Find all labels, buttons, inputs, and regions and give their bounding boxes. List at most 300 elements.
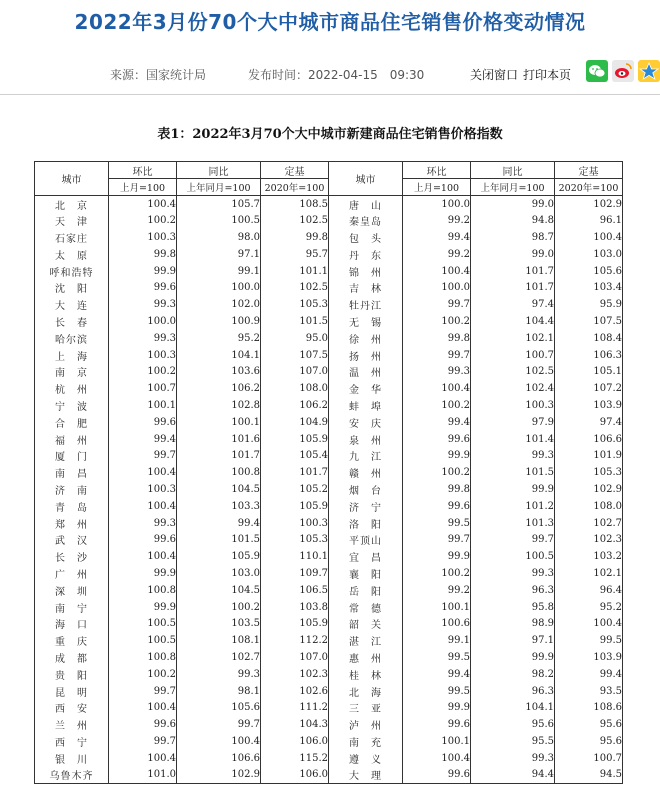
value-cell: 99.3 [109, 296, 177, 313]
table-caption: 表1：2022年3月70个大中城市新建商品住宅销售价格指数 [157, 127, 503, 142]
value-cell: 100.4 [109, 196, 177, 213]
value-cell: 101.1 [261, 263, 329, 280]
value-cell: 99.4 [403, 414, 471, 431]
city-cell: 长 春 [35, 313, 109, 330]
value-cell: 100.5 [109, 632, 177, 649]
value-cell: 94.5 [555, 767, 623, 784]
value-cell: 104.1 [471, 699, 555, 716]
value-cell: 108.4 [555, 330, 623, 347]
value-cell: 102.5 [261, 212, 329, 229]
value-cell: 99.9 [403, 699, 471, 716]
value-cell: 101.6 [177, 431, 261, 448]
close-window-link[interactable]: 关闭窗口 [470, 68, 519, 82]
value-cell: 103.6 [177, 363, 261, 380]
value-cell: 102.3 [555, 531, 623, 548]
value-cell: 103.4 [555, 279, 623, 296]
value-cell: 104.5 [177, 582, 261, 599]
city-cell: 贵 阳 [35, 666, 109, 683]
value-cell: 100.4 [403, 263, 471, 280]
value-cell: 99.4 [403, 229, 471, 246]
city-cell: 大 理 [329, 767, 403, 784]
table-row [35, 313, 623, 330]
value-cell: 99.8 [403, 481, 471, 498]
value-cell: 99.9 [471, 481, 555, 498]
city-cell: 无 锡 [329, 313, 403, 330]
value-cell: 100.2 [109, 212, 177, 229]
value-cell: 102.9 [555, 481, 623, 498]
value-cell: 100.1 [403, 599, 471, 616]
value-cell: 99.3 [109, 330, 177, 347]
value-cell: 99.0 [471, 246, 555, 263]
value-cell: 100.4 [403, 380, 471, 397]
value-cell: 100.4 [403, 750, 471, 767]
value-cell: 99.9 [109, 263, 177, 280]
table-row [35, 363, 623, 380]
table-row [35, 212, 623, 229]
city-cell: 厦 门 [35, 447, 109, 464]
city-cell: 济 宁 [329, 498, 403, 515]
city-cell: 丹 东 [329, 246, 403, 263]
value-cell: 99.6 [403, 767, 471, 784]
value-cell: 101.9 [555, 447, 623, 464]
city-cell: 岳 阳 [329, 582, 403, 599]
table-row [35, 196, 623, 213]
value-cell: 105.3 [261, 531, 329, 548]
table-row [35, 498, 623, 515]
value-cell: 108.5 [261, 196, 329, 213]
value-cell: 100.0 [403, 279, 471, 296]
city-cell: 乌鲁木齐 [35, 767, 109, 784]
print-page-link[interactable]: 打印本页 [523, 68, 572, 82]
value-cell: 100.7 [109, 380, 177, 397]
value-cell: 99.6 [109, 414, 177, 431]
value-cell: 99.7 [403, 296, 471, 313]
value-cell: 99.2 [403, 246, 471, 263]
header-yoy-left: 同比 [177, 162, 261, 179]
table-row [35, 246, 623, 263]
value-cell: 96.4 [555, 582, 623, 599]
city-cell: 昆 明 [35, 683, 109, 700]
value-cell: 106.5 [261, 582, 329, 599]
value-cell: 105.9 [261, 431, 329, 448]
value-cell: 105.1 [555, 363, 623, 380]
table-row [35, 649, 623, 666]
city-cell: 大 连 [35, 296, 109, 313]
table-row [35, 531, 623, 548]
value-cell: 98.2 [471, 666, 555, 683]
value-cell: 102.6 [261, 683, 329, 700]
source-label: 来源：国家统计局 [110, 68, 207, 82]
value-cell: 106.6 [177, 750, 261, 767]
value-cell: 108.0 [261, 380, 329, 397]
value-cell: 106.0 [261, 733, 329, 750]
value-cell: 100.1 [177, 414, 261, 431]
value-cell: 99.8 [109, 246, 177, 263]
value-cell: 100.4 [109, 498, 177, 515]
value-cell: 99.3 [109, 515, 177, 532]
value-cell: 98.9 [471, 615, 555, 632]
table-row [35, 464, 623, 481]
city-cell: 西 宁 [35, 733, 109, 750]
city-cell: 广 州 [35, 565, 109, 582]
header-city-right: 城市 [329, 162, 403, 196]
city-cell: 南 昌 [35, 464, 109, 481]
city-cell: 上 海 [35, 347, 109, 364]
value-cell: 99.5 [403, 649, 471, 666]
city-cell: 温 州 [329, 363, 403, 380]
value-cell: 101.7 [261, 464, 329, 481]
value-cell: 99.3 [403, 363, 471, 380]
value-cell: 100.4 [555, 229, 623, 246]
value-cell: 100.2 [403, 313, 471, 330]
table-row [35, 716, 623, 733]
value-cell: 100.0 [177, 279, 261, 296]
city-cell: 赣 州 [329, 464, 403, 481]
table-row [35, 767, 623, 784]
weibo-icon[interactable] [612, 60, 634, 82]
value-cell: 95.7 [261, 246, 329, 263]
city-cell: 哈尔滨 [35, 330, 109, 347]
value-cell: 103.3 [177, 498, 261, 515]
value-cell: 99.7 [109, 683, 177, 700]
value-cell: 105.4 [261, 447, 329, 464]
value-cell: 109.7 [261, 565, 329, 582]
value-cell: 99.7 [403, 347, 471, 364]
value-cell: 101.7 [471, 279, 555, 296]
value-cell: 103.9 [555, 649, 623, 666]
table-row [35, 699, 623, 716]
table-row [35, 380, 623, 397]
value-cell: 100.4 [177, 733, 261, 750]
value-cell: 106.0 [261, 767, 329, 784]
city-cell: 天 津 [35, 212, 109, 229]
value-cell: 107.0 [261, 363, 329, 380]
value-cell: 100.4 [109, 464, 177, 481]
publish-time: 发布时间：2022-04-15 09:30 [248, 68, 425, 82]
city-cell: 济 南 [35, 481, 109, 498]
city-cell: 深 圳 [35, 582, 109, 599]
value-cell: 101.7 [471, 263, 555, 280]
value-cell: 100.4 [109, 699, 177, 716]
value-cell: 99.9 [109, 599, 177, 616]
table-row [35, 431, 623, 448]
value-cell: 101.2 [471, 498, 555, 515]
value-cell: 107.0 [261, 649, 329, 666]
table-row [35, 414, 623, 431]
value-cell: 106.2 [261, 397, 329, 414]
value-cell: 100.3 [109, 481, 177, 498]
table-row [35, 750, 623, 767]
table-row [35, 632, 623, 649]
value-cell: 105.6 [177, 699, 261, 716]
table-row [35, 296, 623, 313]
value-cell: 100.6 [403, 615, 471, 632]
value-cell: 102.9 [177, 767, 261, 784]
value-cell: 93.5 [555, 683, 623, 700]
value-cell: 99.9 [403, 548, 471, 565]
value-cell: 104.5 [177, 481, 261, 498]
value-cell: 105.9 [261, 498, 329, 515]
value-cell: 108.6 [555, 699, 623, 716]
value-cell: 105.6 [555, 263, 623, 280]
qzone-icon[interactable] [638, 60, 660, 82]
value-cell: 94.8 [471, 212, 555, 229]
value-cell: 99.6 [403, 498, 471, 515]
value-cell: 99.0 [471, 196, 555, 213]
value-cell: 102.5 [471, 363, 555, 380]
value-cell: 99.8 [403, 330, 471, 347]
value-cell: 95.5 [471, 733, 555, 750]
city-cell: 扬 州 [329, 347, 403, 364]
city-cell: 青 岛 [35, 498, 109, 515]
value-cell: 99.3 [177, 666, 261, 683]
value-cell: 99.6 [403, 431, 471, 448]
value-cell: 103.0 [555, 246, 623, 263]
city-cell: 武 汉 [35, 531, 109, 548]
value-cell: 99.9 [109, 565, 177, 582]
city-cell: 兰 州 [35, 716, 109, 733]
value-cell: 102.7 [555, 515, 623, 532]
value-cell: 94.4 [471, 767, 555, 784]
value-cell: 99.2 [403, 212, 471, 229]
value-cell: 102.1 [471, 330, 555, 347]
subheader-yoy-right: 上年同月=100 [471, 179, 555, 196]
value-cell: 102.8 [177, 397, 261, 414]
value-cell: 100.8 [109, 582, 177, 599]
value-cell: 101.5 [261, 313, 329, 330]
value-cell: 100.3 [471, 397, 555, 414]
value-cell: 95.6 [555, 733, 623, 750]
city-cell: 合 肥 [35, 414, 109, 431]
table-row [35, 263, 623, 280]
value-cell: 100.1 [109, 397, 177, 414]
value-cell: 99.6 [109, 716, 177, 733]
value-cell: 112.2 [261, 632, 329, 649]
city-cell: 洛 阳 [329, 515, 403, 532]
value-cell: 98.0 [177, 229, 261, 246]
value-cell: 105.2 [261, 481, 329, 498]
value-cell: 102.0 [177, 296, 261, 313]
table-row [35, 615, 623, 632]
city-cell: 宁 波 [35, 397, 109, 414]
city-cell: 韶 关 [329, 615, 403, 632]
header-yoy-right: 同比 [471, 162, 555, 179]
value-cell: 99.8 [261, 229, 329, 246]
city-cell: 长 沙 [35, 548, 109, 565]
city-cell: 烟 台 [329, 481, 403, 498]
table-row [35, 565, 623, 582]
value-cell: 103.2 [555, 548, 623, 565]
value-cell: 100.0 [403, 196, 471, 213]
value-cell: 99.7 [177, 716, 261, 733]
value-cell: 100.8 [109, 649, 177, 666]
value-cell: 99.2 [403, 582, 471, 599]
value-cell: 106.3 [555, 347, 623, 364]
value-cell: 100.3 [109, 347, 177, 364]
table-row [35, 548, 623, 565]
value-cell: 99.7 [471, 531, 555, 548]
value-cell: 99.4 [177, 515, 261, 532]
city-cell: 秦皇岛 [329, 212, 403, 229]
table-row [35, 447, 623, 464]
value-cell: 97.9 [471, 414, 555, 431]
table-row [35, 683, 623, 700]
value-cell: 101.4 [471, 431, 555, 448]
value-cell: 95.6 [555, 716, 623, 733]
value-cell: 103.5 [177, 615, 261, 632]
city-cell: 吉 林 [329, 279, 403, 296]
subheader-mom-left: 上月=100 [109, 179, 177, 196]
value-cell: 106.2 [177, 380, 261, 397]
city-cell: 南 充 [329, 733, 403, 750]
city-cell: 常 德 [329, 599, 403, 616]
subheader-base-right: 2020年=100 [555, 179, 623, 196]
value-cell: 110.1 [261, 548, 329, 565]
city-cell: 三 亚 [329, 699, 403, 716]
value-cell: 98.1 [177, 683, 261, 700]
city-cell: 太 原 [35, 246, 109, 263]
city-cell: 北 海 [329, 683, 403, 700]
city-cell: 襄 阳 [329, 565, 403, 582]
value-cell: 101.5 [177, 531, 261, 548]
city-cell: 蚌 埠 [329, 397, 403, 414]
city-cell: 遵 义 [329, 750, 403, 767]
city-cell: 福 州 [35, 431, 109, 448]
value-cell: 100.3 [261, 515, 329, 532]
table-row [35, 330, 623, 347]
value-cell: 107.5 [261, 347, 329, 364]
value-cell: 108.0 [555, 498, 623, 515]
value-cell: 100.4 [109, 750, 177, 767]
header-mom-right: 环比 [403, 162, 471, 179]
value-cell: 99.1 [177, 263, 261, 280]
city-cell: 南 宁 [35, 599, 109, 616]
table-body [35, 196, 623, 784]
city-cell: 郑 州 [35, 515, 109, 532]
value-cell: 100.2 [177, 599, 261, 616]
value-cell: 103.0 [177, 565, 261, 582]
table-row [35, 229, 623, 246]
city-cell: 包 头 [329, 229, 403, 246]
value-cell: 99.7 [403, 531, 471, 548]
city-cell: 湛 江 [329, 632, 403, 649]
value-cell: 100.2 [109, 363, 177, 380]
header-base-left: 定基 [261, 162, 329, 179]
value-cell: 105.7 [177, 196, 261, 213]
value-cell: 104.1 [177, 347, 261, 364]
city-cell: 唐 山 [329, 196, 403, 213]
value-cell: 102.3 [261, 666, 329, 683]
subheader-yoy-left: 上年同月=100 [177, 179, 261, 196]
subheader-base-left: 2020年=100 [261, 179, 329, 196]
value-cell: 99.7 [109, 733, 177, 750]
value-cell: 101.5 [471, 464, 555, 481]
value-cell: 99.6 [109, 279, 177, 296]
value-cell: 108.1 [177, 632, 261, 649]
value-cell: 100.1 [403, 733, 471, 750]
value-cell: 111.2 [261, 699, 329, 716]
value-cell: 97.1 [177, 246, 261, 263]
value-cell: 100.4 [555, 615, 623, 632]
value-cell: 96.1 [555, 212, 623, 229]
header-divider [0, 94, 660, 95]
value-cell: 97.1 [471, 632, 555, 649]
value-cell: 100.5 [109, 615, 177, 632]
value-cell: 107.2 [555, 380, 623, 397]
value-cell: 107.5 [555, 313, 623, 330]
table-row [35, 582, 623, 599]
value-cell: 99.5 [403, 515, 471, 532]
wechat-icon[interactable] [586, 60, 608, 82]
value-cell: 100.2 [403, 397, 471, 414]
table-row [35, 397, 623, 414]
value-cell: 100.5 [177, 212, 261, 229]
table-row [35, 599, 623, 616]
value-cell: 99.7 [109, 447, 177, 464]
value-cell: 95.0 [261, 330, 329, 347]
value-cell: 100.7 [471, 347, 555, 364]
value-cell: 100.2 [403, 464, 471, 481]
value-cell: 103.8 [261, 599, 329, 616]
header-mom-left: 环比 [109, 162, 177, 179]
value-cell: 97.4 [555, 414, 623, 431]
city-cell: 平顶山 [329, 531, 403, 548]
value-cell: 102.9 [555, 196, 623, 213]
value-cell: 100.8 [177, 464, 261, 481]
value-cell: 100.7 [555, 750, 623, 767]
value-cell: 105.3 [261, 296, 329, 313]
value-cell: 99.5 [555, 632, 623, 649]
value-cell: 104.3 [261, 716, 329, 733]
value-cell: 100.9 [177, 313, 261, 330]
value-cell: 101.3 [471, 515, 555, 532]
city-cell: 泉 州 [329, 431, 403, 448]
city-cell: 沈 阳 [35, 279, 109, 296]
value-cell: 96.3 [471, 582, 555, 599]
value-cell: 115.2 [261, 750, 329, 767]
city-cell: 海 口 [35, 615, 109, 632]
value-cell: 106.6 [555, 431, 623, 448]
city-cell: 金 华 [329, 380, 403, 397]
price-index-table [34, 161, 623, 784]
value-cell: 105.9 [177, 548, 261, 565]
value-cell: 99.4 [109, 431, 177, 448]
table-row [35, 515, 623, 532]
value-cell: 100.2 [109, 666, 177, 683]
table-row [35, 279, 623, 296]
value-cell: 105.3 [555, 464, 623, 481]
city-cell: 惠 州 [329, 649, 403, 666]
city-cell: 石家庄 [35, 229, 109, 246]
header-city-left: 城市 [35, 162, 109, 196]
article-meta-bar [0, 60, 660, 90]
value-cell: 99.3 [471, 565, 555, 582]
value-cell: 99.9 [471, 649, 555, 666]
value-cell: 100.3 [109, 229, 177, 246]
value-cell: 95.9 [555, 296, 623, 313]
value-cell: 100.0 [109, 313, 177, 330]
value-cell: 99.5 [403, 683, 471, 700]
table-row [35, 347, 623, 364]
value-cell: 95.2 [555, 599, 623, 616]
city-cell: 宜 昌 [329, 548, 403, 565]
value-cell: 98.7 [471, 229, 555, 246]
value-cell: 103.9 [555, 397, 623, 414]
value-cell: 99.9 [403, 447, 471, 464]
value-cell: 97.4 [471, 296, 555, 313]
header-base-right: 定基 [555, 162, 623, 179]
table-row [35, 666, 623, 683]
